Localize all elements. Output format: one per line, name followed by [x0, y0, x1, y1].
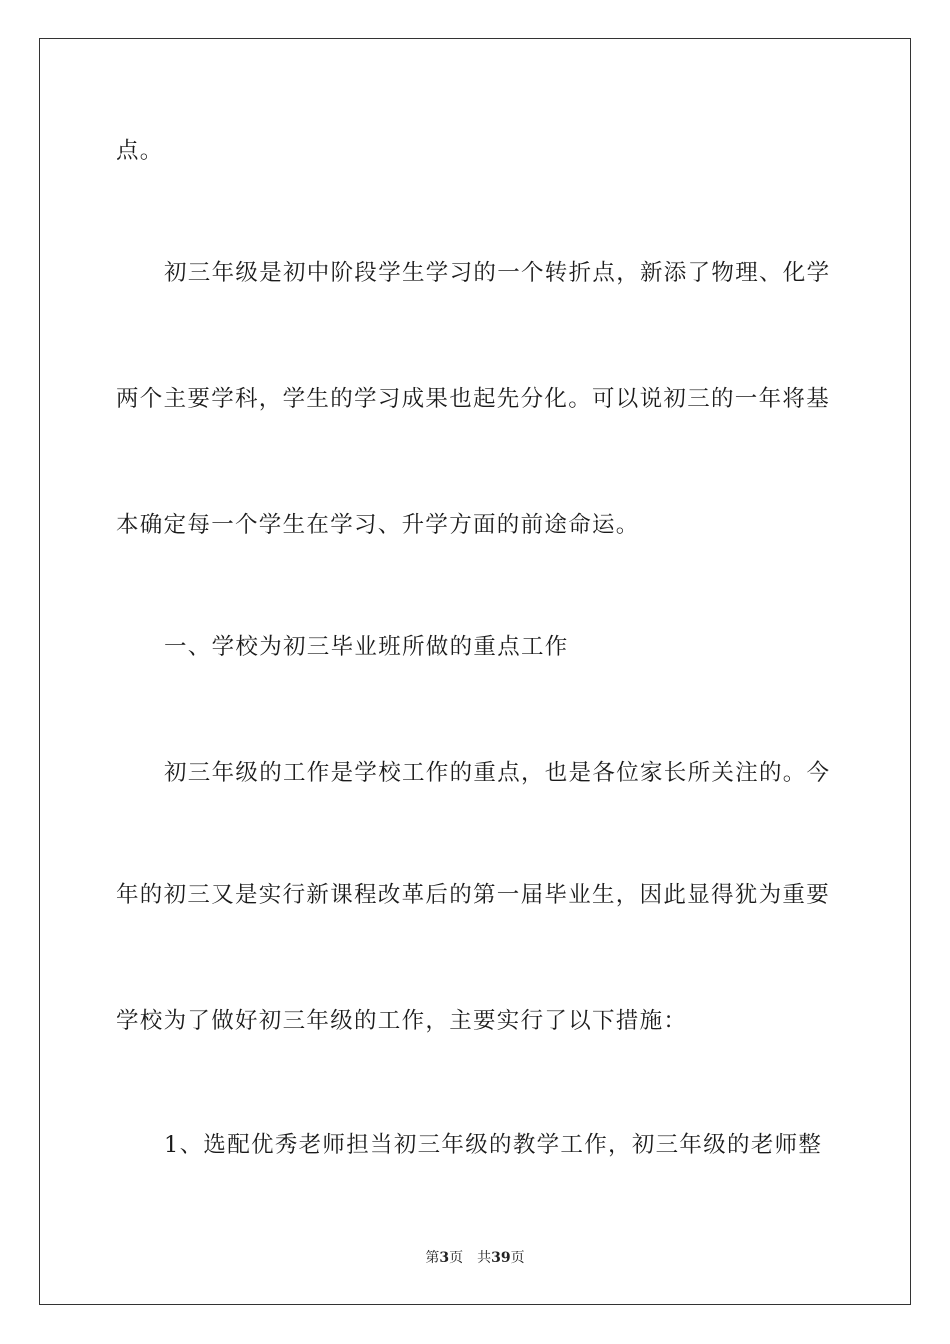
- text-line-6: 初三年级的工作是学校工作的重点，也是各位家长所关注的。今: [164, 760, 831, 786]
- page-border: [39, 38, 911, 1305]
- text-line-2: 初三年级是初中阶段学生学习的一个转折点，新添了物理、化学: [164, 260, 831, 286]
- text-line-1: 点。: [116, 138, 164, 164]
- text-line-7: 年的初三又是实行新课程改革后的第一届毕业生，因此显得犹为重要: [116, 882, 831, 908]
- footer-page-suffix: 页: [449, 1250, 464, 1266]
- footer-page-number: 3: [439, 1250, 450, 1266]
- footer-total-prefix: 共: [477, 1250, 492, 1266]
- text-line-8: 学校为了做好初三年级的工作，主要实行了以下措施：: [116, 1008, 688, 1034]
- text-line-3: 两个主要学科，学生的学习成果也起先分化。可以说初三的一年将基: [116, 386, 831, 412]
- section-heading: 一、学校为初三毕业班所做的重点工作: [164, 634, 569, 660]
- text-line-4: 本确定每一个学生在学习、升学方面的前途命运。: [116, 512, 640, 538]
- text-line-9: 1、选配优秀老师担当初三年级的教学工作，初三年级的老师整: [164, 1132, 823, 1158]
- footer-total-suffix: 页: [510, 1250, 525, 1266]
- footer-page-prefix: 第: [425, 1250, 440, 1266]
- footer-total-pages: 39: [491, 1250, 511, 1266]
- page-footer: [0, 1248, 950, 1268]
